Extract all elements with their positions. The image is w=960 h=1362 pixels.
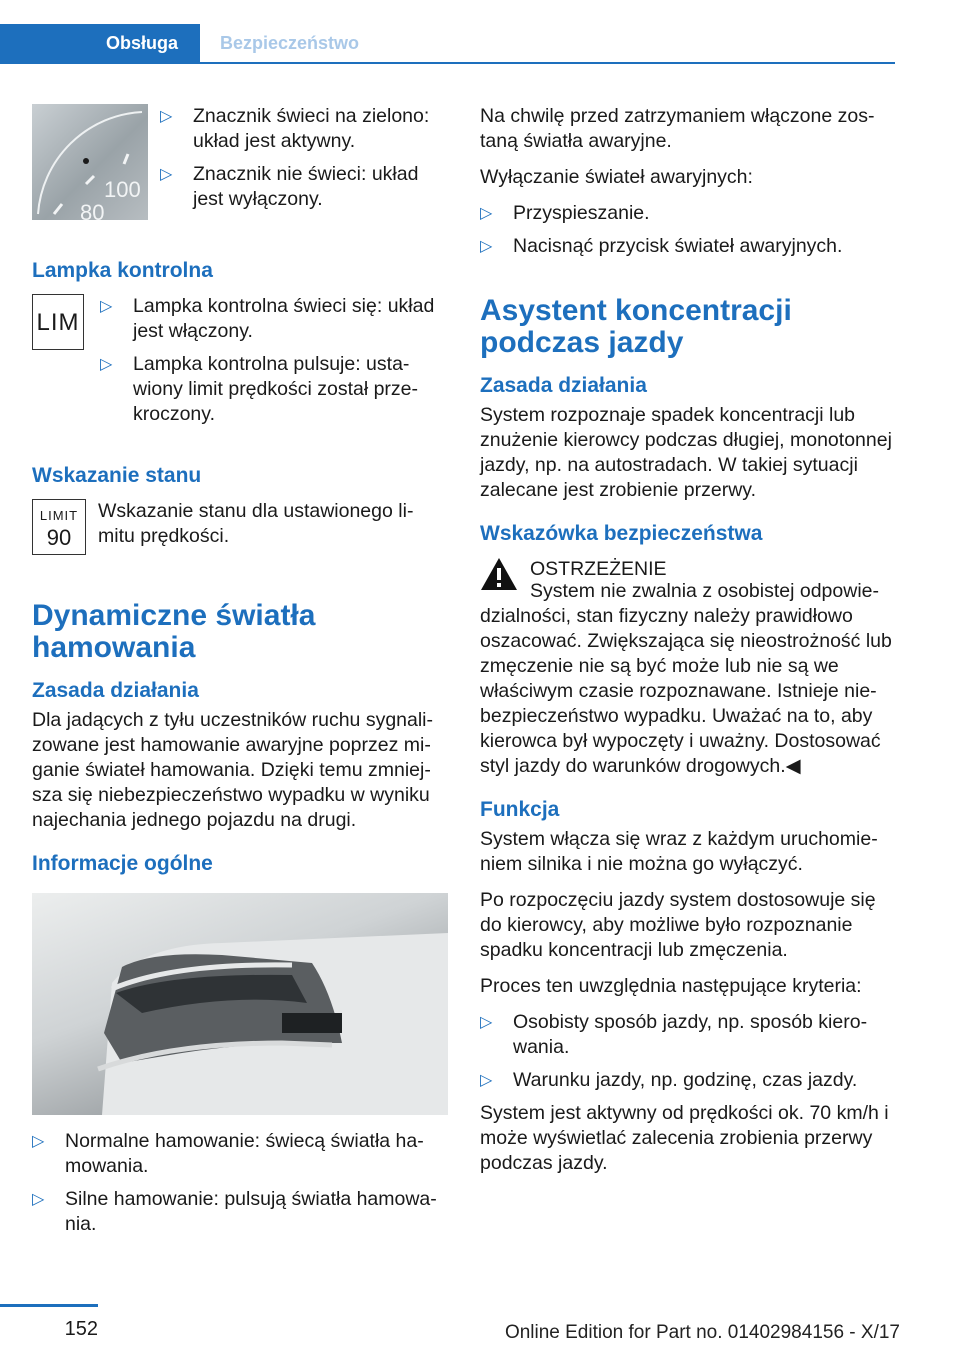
zasada-text: Dla jadących z tyłu uczestników ruchu sygnalizowane jest hamowanie awaryjne poprzez miganie świateł hamowania. Dzięki temu zmniejsza się niebezpieczeństwo wypadku w wyniku najechania jednego pojazdu na drugi. [32, 709, 434, 831]
tab-bezpieczenstwo[interactable]: Bezpieczeństwo [220, 33, 360, 53]
heading-zasada-right: Zasada działania [480, 374, 647, 397]
zasada-text-right: System rozpoznaje spadek koncentracji lub znużenie kierowcy podczas długiej, monotonnej jazdy, np. na autostradach. W takiej sytuacji zalecane jest zrobienie przerwy. [480, 404, 892, 501]
heading-lampka: Lampka kontrolna [32, 259, 213, 282]
wskazanie-text: Wskazanie stanu dla ustawionego limitu prędkości. [98, 500, 414, 547]
right-column [480, 104, 898, 1187]
funkcja-text-1: System włącza się wraz z każdym uruchomieniem silnika i nie można go wyłączyć. [480, 828, 878, 875]
list-item: ▷ Znacznik nie świeci: układ jest wyłączony. [160, 163, 419, 210]
speed-limit-icon: LIMIT 90 [32, 499, 86, 555]
gauge-number: 100 [104, 177, 141, 202]
list-item: ▷ Warunku jazdy, np. godzinę, czas jazdy. [480, 1069, 858, 1091]
tab-obsluga[interactable]: Obsługa [0, 24, 200, 62]
list-item: ▷ Przyspieszanie. [480, 202, 650, 224]
speedometer-image [32, 104, 148, 220]
footer-rule [0, 1304, 98, 1307]
heading-informacje: Informacje ogólne [32, 852, 213, 875]
section-title-asystent: Asystent koncentracji podczas jazdy [480, 294, 792, 359]
list-item: ▷ Lampka kontrolna świeci się: układ jest włączony. [100, 295, 435, 342]
left-column [32, 104, 450, 1245]
tail-light-photo [32, 893, 448, 1115]
lim-indicator-icon: LIM [32, 294, 84, 350]
warning-text: System nie zwalnia z osobistej odpowiedzialności, stan fizyczny należy prawidłowo oszacować. Zwiększająca się nieostrożność lub zmęczenie nie są być może lub nie są we właściwym czasie rozpoznawane. Istnieje niebezpieczeństwo wypadku. Uważać na to, aby kierowca był wypoczęty i uważny. Dostosować styl jazdy do warunków drogowych.◀ [480, 580, 892, 777]
wylaczanie-heading: Wyłączanie świateł awaryjnych: [480, 166, 753, 188]
heading-wskazanie: Wskazanie stanu [32, 464, 202, 487]
list-item: ▷ Silne hamowanie: pulsują światła hamowania. [32, 1188, 437, 1235]
heading-zasada: Zasada działania [32, 679, 199, 702]
list-item: ▷ Znacznik świeci na zielono: układ jest aktywny. [160, 105, 430, 152]
funkcja-text-2: Po rozpoczęciu jazdy system dostosowuje się do kierowcy, aby możliwe było rozpoznanie spadku koncentracji lub zmęczenia. [480, 889, 876, 961]
intro-text: Na chwilę przed zatrzymaniem włączone zostaną światła awaryjne. [480, 105, 875, 152]
final-text: System jest aktywny od prędkości ok. 70 km/h i może wyświetlać zalecenia zrobienia przerwy podczas jazdy. [480, 1102, 889, 1174]
heading-safety: Wskazówka bezpieczeństwa [480, 522, 763, 545]
list-item: ▷ Lampka kontrolna pulsuje: ustawiony limit prędkości został przekroczony. [100, 353, 419, 425]
section-tabs [0, 24, 895, 64]
page-number: 152 [64, 1318, 98, 1340]
edition-text: Online Edition for Part no. 01402984156 - X/17 [504, 1322, 900, 1343]
funkcja-text-3: Proces ten uwzględnia następujące kryteria: [480, 975, 862, 997]
section-title-dynamiczne: Dynamiczne światła hamowania [32, 599, 316, 664]
warning-title: OSTRZEŻENIE [530, 558, 667, 580]
gauge-number: 80 [80, 200, 105, 220]
warning-triangle-icon [480, 557, 518, 591]
list-item: ▷ Osobisty sposób jazdy, np. sposób kierowania. [480, 1011, 868, 1058]
heading-funkcja: Funkcja [480, 798, 560, 821]
list-item: ▷ Normalne hamowanie: świecą światła hamowania. [32, 1130, 424, 1177]
list-item: ▷ Nacisnąć przycisk świateł awaryjnych. [480, 235, 843, 257]
